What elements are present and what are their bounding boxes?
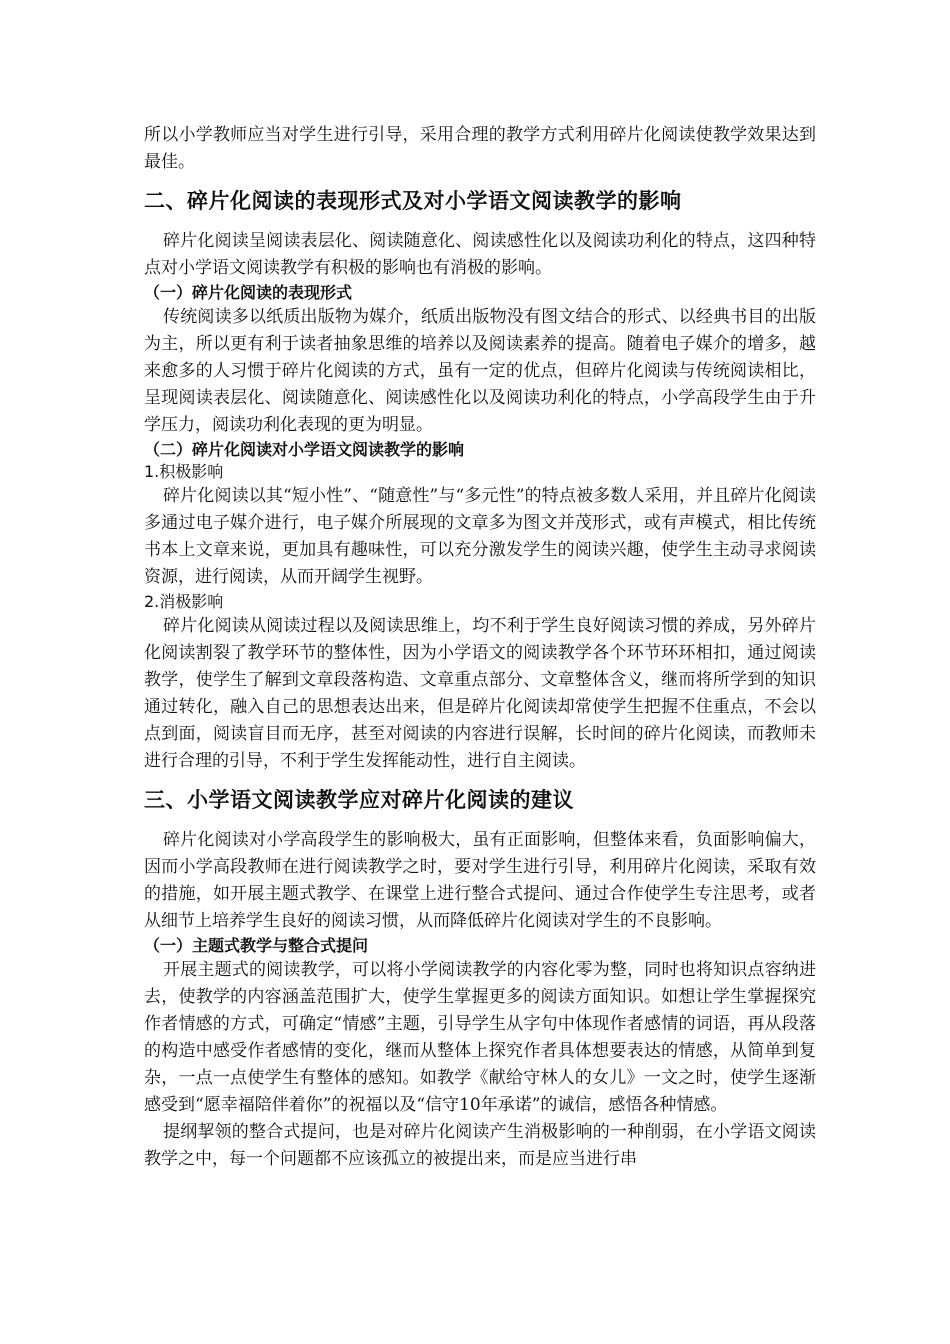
section-two-heading: 二、碎片化阅读的表现形式及对小学语文阅读教学的影响 <box>144 189 682 213</box>
thematic-teaching-paragraph: 开展主题式的阅读教学，可以将小学阅读教学的内容化零为整，同时也将知识点容纳进去，使教学的内容涵盖范围扩大，使学生掌握更多的阅读方面知识。如想让学生掌握探究作者情感的方式，可确定“情感”主题，引导学生从字句中体现作者感情的词语，再从段落的构造中感受作者感情的变化，继而从整体上探究作者具体想要表达的情感，从简单到复杂，一点一点使学生有整体的感知。如教学《献给守林人的女儿》一文之时，使学生逐渐感受到“愿幸福陪伴着你”的祝福以及“信守10年承诺”的诚信，感悟各种情感。 <box>144 960 816 1115</box>
negative-impact-label: 2.消极影响 <box>144 592 224 611</box>
forms-paragraph: 传统阅读多以纸质出版物为媒介，纸质出版物没有图文结合的形式、以经典书目的出版为主，所以更有利于读者抽象思维的培养以及阅读素养的提高。随着电子媒介的增多，越来愈多的人习惯于碎片化阅读的方式，虽有一定的优点，但碎片化阅读与传统阅读相比，呈现阅读表层化、阅读随意化、阅读感性化以及阅读功利化的特点，小学高段学生由于升学压力，阅读功利化表现的更为明显。 <box>144 307 816 435</box>
document-page <box>144 122 816 1173</box>
integrated-questioning-paragraph: 提纲挈领的整合式提问，也是对碎片化阅读产生消极影响的一种削弱，在小学语文阅读教学之中，每一个问题都不应该孤立的被提出来，而是应当进行串 <box>144 1122 816 1169</box>
positive-impact-paragraph: 碎片化阅读以其“短小性”、“随意性”与“多元性”的特点被多数人采用，并且碎片化阅读多通过电子媒介进行，电子媒介所展现的文章多为图文并茂形式，或有声模式，相比传统书本上文章来说，更加具有趣味性，可以充分激发学生的阅读兴趣，使学生主动寻求阅读资源，进行阅读，从而开阔学生视野。 <box>144 486 816 587</box>
subsection-thematic-heading: （一）主题式教学与整合式提问 <box>144 936 369 955</box>
section-three-heading: 三、小学语文阅读教学应对碎片化阅读的建议 <box>144 788 574 812</box>
subsection-impact-heading: （二）碎片化阅读对小学语文阅读教学的影响 <box>144 440 465 459</box>
subsection-forms-heading: （一）碎片化阅读的表现形式 <box>144 283 353 302</box>
negative-impact-paragraph: 碎片化阅读从阅读过程以及阅读思维上，均不利于学生良好阅读习惯的养成，另外碎片化阅读割裂了教学环节的整体性，因为小学语文的阅读教学各个环节环环相扣，通过阅读教学，使学生了解到文章段落构造、文章重点部分、文章整体含义，继而将所学到的知识通过转化，融入自己的思想表达出来，但是碎片化阅读却常使学生把握不住重点，不会以点到面，阅读盲目而无序，甚至对阅读的内容进行误解，长时间的碎片化阅读，而教师未进行合理的引导，不利于学生发挥能动性，进行自主阅读。 <box>144 616 816 771</box>
intro-paragraph: 所以小学教师应当对学生进行引导，采用合理的教学方式利用碎片化阅读使教学效果达到最佳。 <box>144 125 816 172</box>
section-three-intro-paragraph: 碎片化阅读对小学高段学生的影响极大，虽有正面影响，但整体来看，负面影响偏大，因而小学高段教师在进行阅读教学之时，要对学生进行引导，利用碎片化阅读，采取有效的措施，如开展主题式教学、在课堂上进行整合式提问、通过合作使学生专注思考，或者从细节上培养学生良好的阅读习惯，从而降低碎片化阅读对学生的不良影响。 <box>144 830 816 931</box>
positive-impact-label: 1.积极影响 <box>144 462 224 481</box>
section-two-intro-paragraph: 碎片化阅读呈阅读表层化、阅读随意化、阅读感性化以及阅读功利化的特点，这四种特点对小学语文阅读教学有积极的影响也有消极的影响。 <box>144 231 816 278</box>
